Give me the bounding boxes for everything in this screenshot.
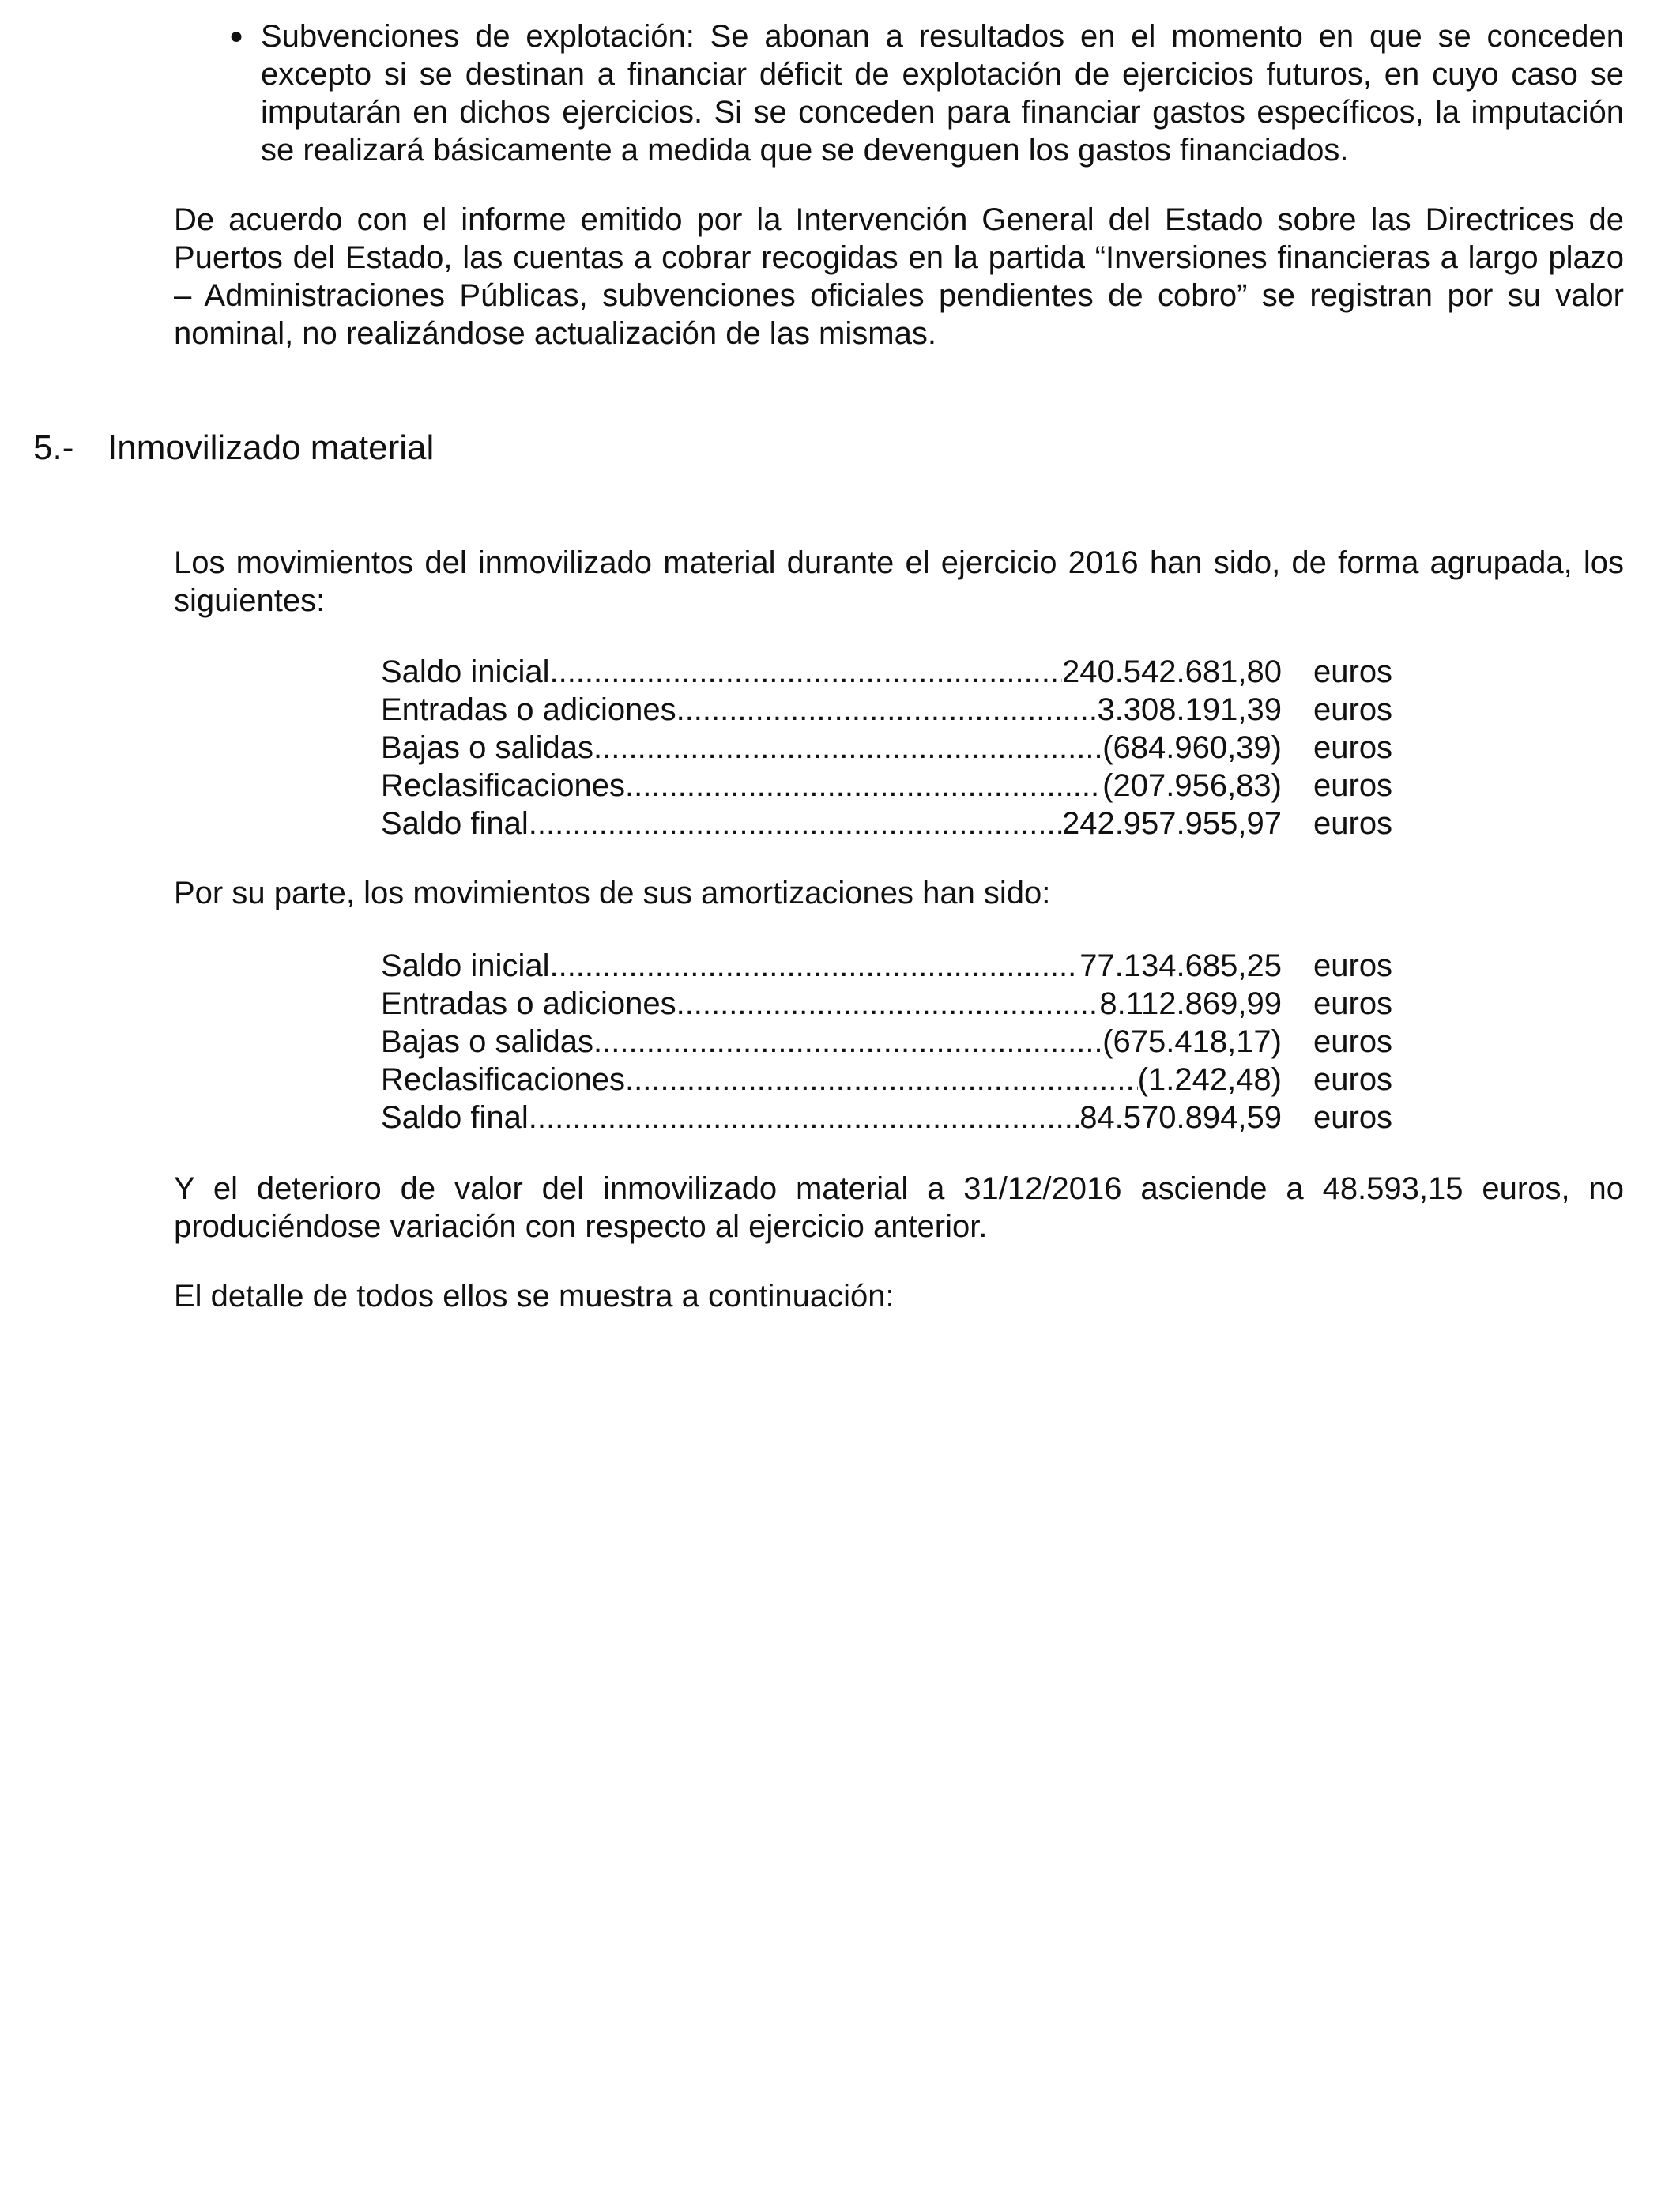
ledger-label: Bajas o salidas	[381, 1024, 594, 1059]
leader-dots	[676, 691, 1098, 729]
ledger-amount: (207.956,83)	[1102, 768, 1282, 803]
ledger-unit: euros	[1313, 730, 1393, 765]
ledger-label: Bajas o salidas	[381, 730, 594, 765]
ledger-unit: euros	[1313, 986, 1393, 1021]
ledger-label: Reclasificaciones	[381, 1062, 626, 1097]
ledger-row	[381, 691, 1487, 729]
ledger-amount: 84.570.894,59	[1079, 1100, 1282, 1135]
leader-dots	[529, 805, 1062, 843]
leader-dots	[593, 1023, 1102, 1061]
ledger-label: Saldo inicial	[381, 654, 550, 689]
section-number: 5.-	[33, 428, 74, 467]
paragraph-intro: Los movimientos del inmovilizado material durante el ejercicio 2016 han sido, de forma agrupada, los siguientes:	[174, 545, 1624, 618]
bullet-icon: ●	[229, 23, 244, 49]
leader-dots	[625, 1061, 1138, 1099]
paragraph-deterioro: Y el deterioro de valor del inmovilizado material a 31/12/2016 asciende a 48.593,15 euros, no produciéndose variación con respecto al ejercicio anterior.	[174, 1171, 1624, 1244]
ledger-amount: 242.957.955,97	[1061, 806, 1282, 841]
ledger-unit: euros	[1313, 806, 1393, 841]
ledger-row	[381, 805, 1487, 843]
leader-dots	[549, 947, 1079, 985]
ledger-amount: 3.308.191,39	[1097, 692, 1282, 727]
ledger-row	[381, 1061, 1487, 1099]
ledger-amortizaciones	[381, 947, 1487, 1137]
ledger-unit: euros	[1313, 1062, 1393, 1097]
ledger-label: Saldo inicial	[381, 948, 550, 983]
paragraph-detalle: El detalle de todos ellos se muestra a continuación:	[174, 1279, 895, 1314]
ledger-row	[381, 985, 1487, 1023]
section-title: Inmovilizado material	[107, 428, 435, 467]
ledger-row	[381, 947, 1487, 985]
paragraph-igae: De acuerdo con el informe emitido por la Intervención General del Estado sobre las Directrices de Puertos del Estado, las cuentas a cobrar recogidas en la partida “Inversiones financieras a largo plazo – Administraciones Públicas, subvenciones oficiales pendientes de cobro” se registran por su valor nominal, no realizándose actualización de las mismas.	[174, 202, 1624, 351]
ledger-inmovilizado	[381, 653, 1487, 843]
ledger-amount: 240.542.681,80	[1061, 654, 1282, 689]
ledger-row	[381, 767, 1487, 805]
ledger-amount: 77.134.685,25	[1079, 948, 1282, 983]
ledger-unit: euros	[1313, 654, 1393, 689]
leader-dots	[529, 1099, 1079, 1137]
leader-dots	[625, 767, 1102, 805]
ledger-amount: (675.418,17)	[1102, 1024, 1282, 1059]
ledger-row	[381, 1023, 1487, 1061]
ledger-label: Saldo final	[381, 1100, 529, 1135]
ledger-row	[381, 1099, 1487, 1137]
ledger-unit: euros	[1313, 768, 1393, 803]
ledger-row	[381, 653, 1487, 691]
ledger-amount: (684.960,39)	[1102, 730, 1282, 765]
ledger-unit: euros	[1313, 1024, 1393, 1059]
ledger-row	[381, 729, 1487, 767]
ledger-label: Reclasificaciones	[381, 768, 626, 803]
ledger-amount: 8.112.869,99	[1099, 986, 1282, 1021]
bullet-item-subvenciones	[229, 17, 1624, 169]
ledger-unit: euros	[1313, 948, 1393, 983]
ledger-label: Saldo final	[381, 806, 529, 841]
ledger-label: Entradas o adiciones	[381, 692, 676, 727]
leader-dots	[676, 985, 1100, 1023]
leader-dots	[593, 729, 1102, 767]
bullet-text: Subvenciones de explotación: Se abonan a resultados en el momento en que se conceden excepto si se destinan a financiar déficit de explotación de ejercicios futuros, en cuyo caso se imputarán en dichos ejercicios. Si se conceden para financiar gastos específicos, la imputación se realizará básicamente a medida que se devenguen los gastos financiados.	[261, 19, 1624, 168]
paragraph-amortizaciones: Por su parte, los movimientos de sus amortizaciones han sido:	[174, 876, 1051, 910]
ledger-amount: (1.242,48)	[1137, 1062, 1282, 1097]
leader-dots	[549, 653, 1061, 691]
section-heading	[33, 428, 434, 468]
ledger-label: Entradas o adiciones	[381, 986, 676, 1021]
ledger-unit: euros	[1313, 692, 1393, 727]
ledger-unit: euros	[1313, 1100, 1393, 1135]
